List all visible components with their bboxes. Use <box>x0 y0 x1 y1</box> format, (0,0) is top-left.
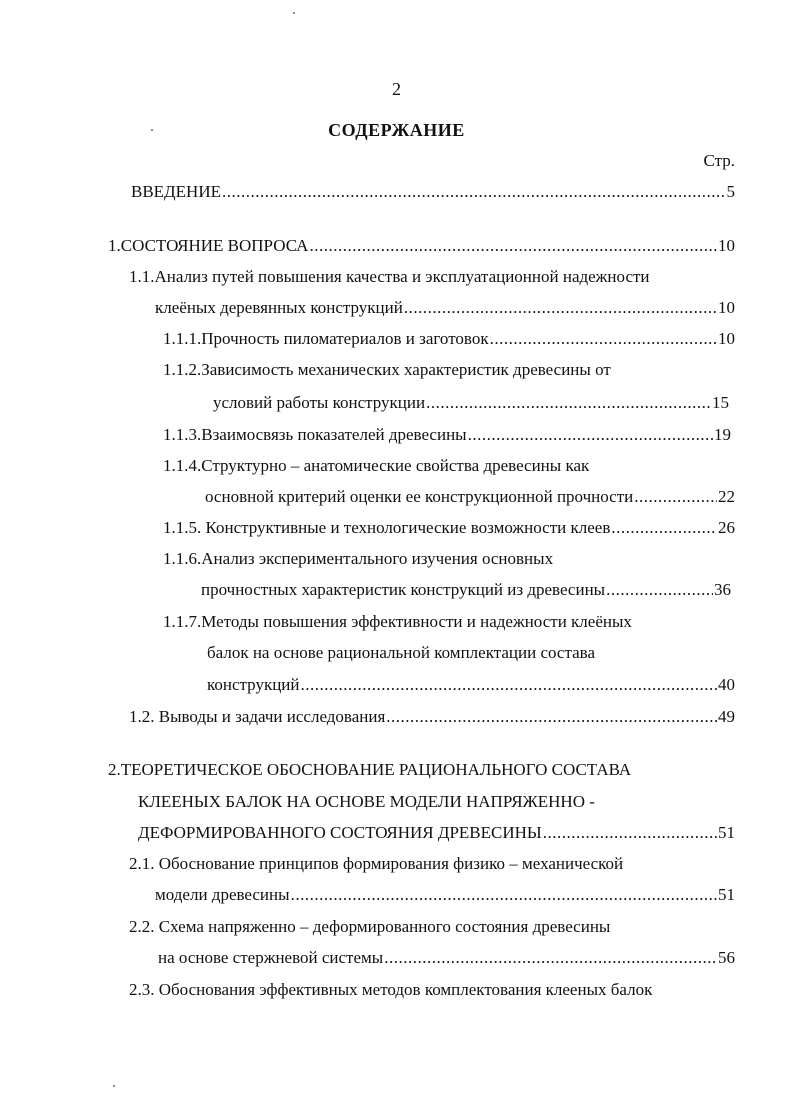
toc-entry-section-1-1-7 <box>163 611 632 633</box>
leader-dots <box>309 235 717 257</box>
leader-dots <box>606 579 713 601</box>
toc-entry-text: клеёных деревянных конструкций <box>155 298 403 317</box>
scan-speck <box>151 129 153 131</box>
toc-entry-page: 49 <box>718 707 735 726</box>
toc-entry-page: 10 <box>718 298 735 317</box>
toc-entry-text: 1.1.4.Структурно – анатомические свойства древесины как <box>163 456 590 475</box>
toc-entry-introduction <box>131 181 735 203</box>
toc-entry-page: 10 <box>718 329 735 348</box>
toc-entry-page: 19 <box>714 425 731 444</box>
toc-entry-text: 1.2. Выводы и задачи исследования <box>129 707 386 726</box>
toc-entry-text: 1.1.1.Прочность пиломатериалов и заготовок <box>163 329 489 348</box>
scan-speck <box>113 1085 115 1087</box>
leader-dots <box>404 297 717 319</box>
toc-entry-page: 51 <box>718 885 735 904</box>
toc-entry-text: 1.1.6.Анализ экспериментального изучения основных <box>163 549 554 568</box>
page-column-label: Стр. <box>703 151 735 170</box>
leader-dots <box>222 181 726 203</box>
toc-entry-section-1-1-6-cont <box>201 579 731 601</box>
toc-entry-text: 1.1.3.Взаимосвязь показателей древесины <box>163 425 467 444</box>
toc-entry-text: 1.СОСТОЯНИЕ ВОПРОСА <box>108 236 309 255</box>
toc-entry-section-2-1 <box>129 853 623 875</box>
toc-entry-section-2-1-cont <box>155 884 735 906</box>
toc-entry-chapter-2-cont2 <box>138 822 735 844</box>
toc-entry-page: 5 <box>726 182 735 201</box>
toc-entry-section-1-1-2-cont <box>213 392 729 414</box>
toc-entry-text: ДЕФОРМИРОВАННОГО СОСТОЯНИЯ ДРЕВЕСИНЫ <box>138 823 542 842</box>
toc-entry-section-2-2 <box>129 916 610 938</box>
toc-entry-section-1-1-6 <box>163 548 553 570</box>
toc-entry-section-1-1-7-cont <box>207 642 595 664</box>
toc-entry-text: 2.2. Схема напряженно – деформированного состояния древесины <box>129 917 611 936</box>
toc-entry-section-2-2-cont <box>158 947 735 969</box>
toc-entry-page: 26 <box>718 518 735 537</box>
page-number: 2 <box>392 79 401 99</box>
leader-dots <box>386 706 717 728</box>
toc-entry-text: конструкций <box>207 675 300 694</box>
toc-entry-page: 15 <box>712 393 729 412</box>
toc-entry-text: условий работы конструкции <box>213 393 426 412</box>
toc-entry-section-1-2 <box>129 706 735 728</box>
toc-entry-section-1-1-4 <box>163 455 589 477</box>
toc-entry-text: балок на основе рациональной комплектации состава <box>207 643 595 662</box>
leader-dots <box>490 328 717 350</box>
leader-dots <box>426 392 711 414</box>
toc-entry-page: 51 <box>718 823 735 842</box>
leader-dots <box>543 822 717 844</box>
toc-entry-text: 1.1.7.Методы повышения эффективности и надежности клеёных <box>163 612 632 631</box>
toc-entry-text: на основе стержневой системы <box>158 948 384 967</box>
leader-dots <box>301 674 717 696</box>
leader-dots <box>468 424 713 446</box>
toc-entry-page: 40 <box>718 675 735 694</box>
toc-entry-chapter-2-cont <box>138 791 595 813</box>
toc-entry-text: основной критерий оценки ее конструкционной прочности <box>205 487 634 506</box>
toc-entry-text: модели древесины <box>155 885 290 904</box>
scan-speck <box>293 12 295 14</box>
toc-entry-section-1-1-7-cont2 <box>207 674 735 696</box>
toc-entry-section-1-1-1 <box>163 328 735 350</box>
leader-dots <box>611 517 717 539</box>
toc-entry-page: 56 <box>718 948 735 967</box>
leader-dots <box>634 486 717 508</box>
toc-entry-section-1-1-2 <box>163 359 611 381</box>
toc-entry-chapter-1 <box>108 235 735 257</box>
toc-entry-text: 1.1.2.Зависимость механических характеристик древесины от <box>163 360 611 379</box>
toc-entry-page: 10 <box>718 236 735 255</box>
leader-dots <box>291 884 717 906</box>
toc-entry-text: 1.1.5. Конструктивные и технологические возможности клеев <box>163 518 611 537</box>
leader-dots <box>384 947 717 969</box>
toc-entry-text: прочностных характеристик конструкций из древесины <box>201 580 606 599</box>
toc-entry-text: 2.1. Обоснование принципов формирования физико – механической <box>129 854 624 873</box>
toc-entry-page: 22 <box>718 487 735 506</box>
toc-entry-text: 2.3. Обоснования эффективных методов комплектования клееных балок <box>129 980 653 999</box>
toc-entry-text: ВВЕДЕНИЕ <box>131 182 221 201</box>
toc-entry-page: 36 <box>714 580 731 599</box>
toc-entry-chapter-2 <box>108 759 631 781</box>
toc-entry-section-1-1-4-cont <box>205 486 735 508</box>
toc-entry-section-1-1-5 <box>163 517 735 539</box>
toc-entry-text: 2.ТЕОРЕТИЧЕСКОЕ ОБОСНОВАНИЕ РАЦИОНАЛЬНОГО СОСТАВА <box>108 760 632 779</box>
toc-entry-section-1-1-cont <box>155 297 735 319</box>
contents-title: СОДЕРЖАНИЕ <box>328 120 465 140</box>
toc-entry-section-2-3 <box>129 979 652 1001</box>
toc-entry-text: 1.1.Анализ путей повышения качества и эксплуатационной надежности <box>129 267 650 286</box>
toc-entry-section-1-1 <box>129 266 650 288</box>
toc-entry-text: КЛЕЕНЫХ БАЛОК НА ОСНОВЕ МОДЕЛИ НАПРЯЖЕННО - <box>138 792 595 811</box>
toc-entry-section-1-1-3 <box>163 424 731 446</box>
